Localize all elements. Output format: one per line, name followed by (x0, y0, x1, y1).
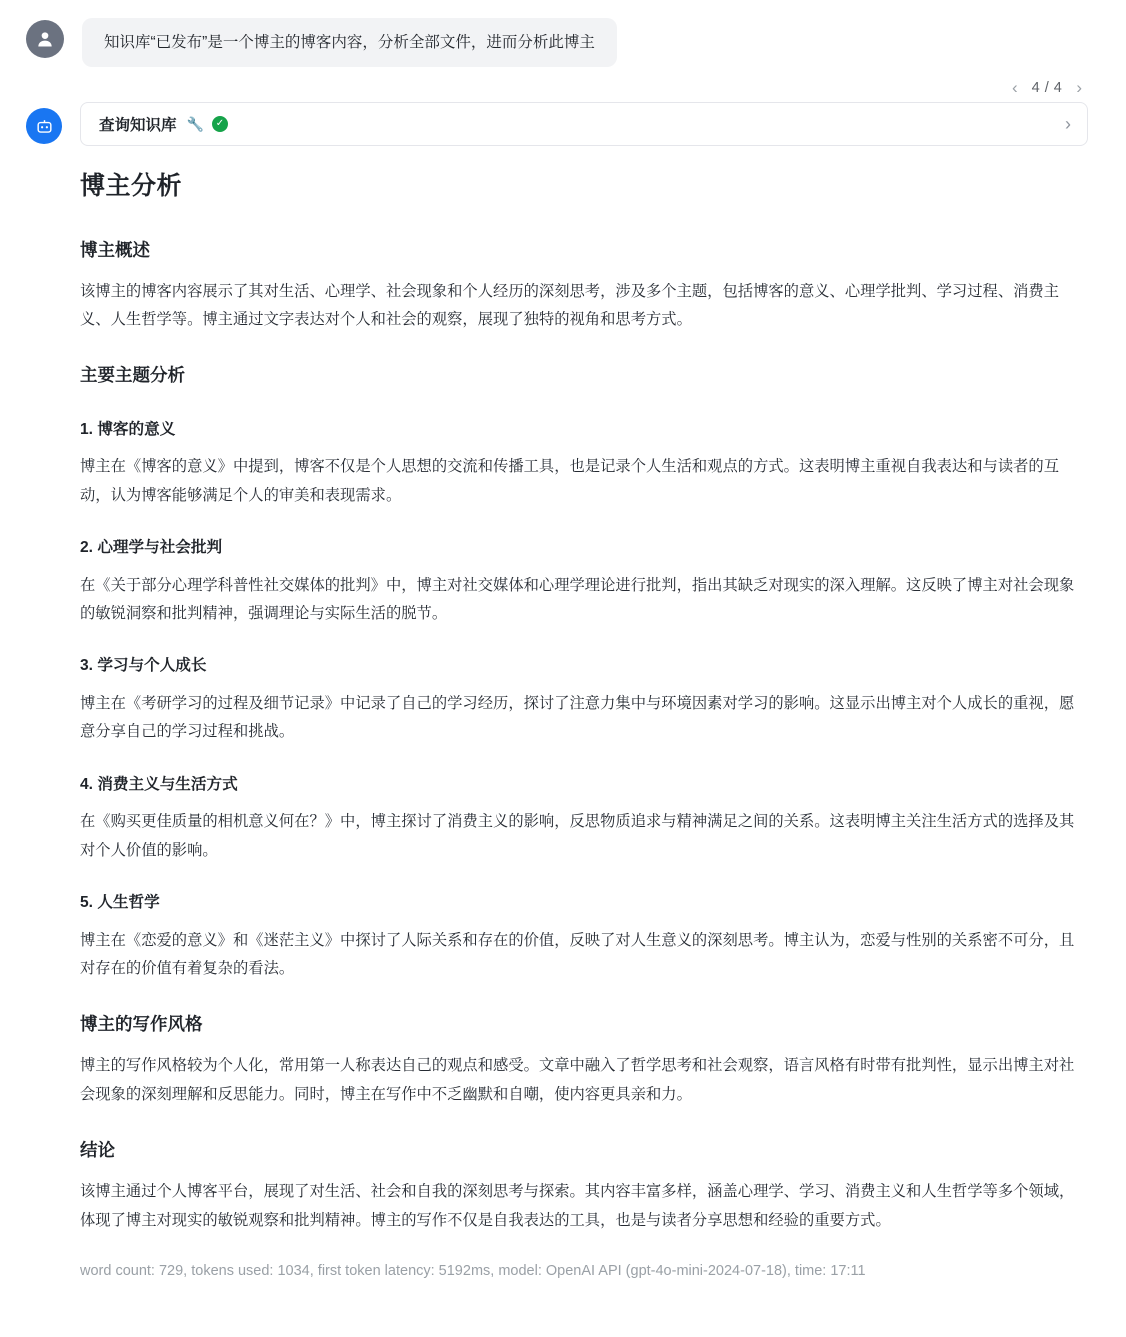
answer-markdown (80, 164, 1088, 1235)
topic-heading-3: 3. 学习与个人成长 (80, 657, 207, 675)
assistant-content (80, 102, 1106, 1297)
pager-prev-icon[interactable]: ‹ (1011, 78, 1018, 98)
tool-call-icons (187, 116, 228, 133)
topic-heading-5: 5. 人生哲学 (80, 894, 160, 911)
message-meta-footer: word count: 729, tokens used: 1034, first token latency: 5192ms, model: OpenAI API (gpt-4o-mini-2024-07-18), time: 17:11 (80, 1262, 866, 1279)
section-heading-themes: 主要主题分析 (80, 365, 185, 386)
topic-body-2: 在《关于部分心理学科普性社交媒体的批判》中，博主对社交媒体和心理学理论进行批判，指出其缺乏对现实的深入理解。这反映了博主对社会现象的敏锐洞察和批判精神，强调理论与实际生活的脱节。 (80, 576, 1075, 623)
topic-body-1: 博主在《博客的意义》中提到，博客不仅是个人思想的交流和传播工具，也是记录个人生活和观点的方式。这表明博主重视自我表达和与读者的互动，认为博客能够满足个人的审美和表现需求。 (80, 458, 1060, 504)
topic-heading-2: 2. 心理学与社会批判 (80, 538, 223, 556)
topic-body-5: 博主在《恋爱的意义》和《迷茫主义》中探讨了人际关系和存在的价值，反映了对人生意义的深刻思考。博主认为，恋爱与性别的关系密不可分，且对存在的价值有着复杂的看法。 (80, 931, 1075, 978)
user-message-text: 知识库“已发布”是一个博主的博客内容，分析全部文件，进而分析此博主 (82, 18, 617, 67)
message-pager (0, 67, 1126, 102)
chevron-right-icon[interactable]: › (1065, 114, 1071, 135)
user-avatar (26, 20, 64, 58)
section-heading-style: 博主的写作风格 (80, 1014, 203, 1035)
user-message-row (0, 0, 1126, 67)
assistant-avatar-icon (26, 108, 62, 144)
topic-body-4: 在《购买更佳质量的相机意义何在？》中，博主探讨了消费主义的影响，反思物质追求与精神满足之间的关系。这表明博主关注生活方式的选择及其对个人价值的影响。 (80, 813, 1075, 859)
tool-call-title: 查询知识库 (99, 117, 177, 135)
tool-call-card[interactable] (80, 102, 1088, 146)
topic-heading-1: 1. 博客的意义 (80, 420, 176, 438)
wrench-icon: 🔧 (186, 115, 204, 132)
assistant-message-row (0, 102, 1126, 1297)
topic-heading-4: 4. 消费主义与生活方式 (80, 775, 238, 793)
section-paragraph-conclusion: 该博主通过个人博客平台，展现了对生活、社会和自我的深刻思考与探索。其内容丰富多样，涵盖心理学、学习、消费主义和人生哲学等多个领域，体现了博主对现实的敏锐观察和批判精神。博主的写作不仅是自我表达的工具，也是与读者分享思想和经验的重要方式。 (80, 1183, 1075, 1229)
pager-next-icon[interactable]: › (1076, 78, 1082, 98)
pager-count: 4 / 4 (1031, 79, 1063, 96)
topic-body-3: 博主在《考研学习的过程及细节记录》中记录了自己的学习经历，探讨了注意力集中与环境因素对学习的影响。这显示出博主对个人成长的重视，愿意分享自己的学习过程和挑战。 (80, 695, 1075, 741)
answer-title: 博主分析 (80, 172, 183, 201)
success-check-icon: ✓ (212, 116, 228, 132)
section-heading-overview: 博主概述 (80, 239, 150, 260)
section-paragraph-style: 博主的写作风格较为个人化，常用第一人称表达自己的观点和感受。文章中融入了哲学思考和社会观察，语言风格有时带有批判性，显示出博主对社会现象的深刻理解和反思能力。同时，博主在写作中不乏幽默和自嘲，使内容更具亲和力。 (80, 1057, 1075, 1103)
section-paragraph-overview: 该博主的博客内容展示了其对生活、心理学、社会现象和个人经历的深刻思考，涉及多个主题，包括博客的意义、心理学批判、学习过程、消费主义、人生哲学等。博主通过文字表达对个人和社会的观察，展现了独特的视角和思考方式。 (80, 282, 1060, 329)
section-heading-conclusion: 结论 (80, 1140, 115, 1161)
